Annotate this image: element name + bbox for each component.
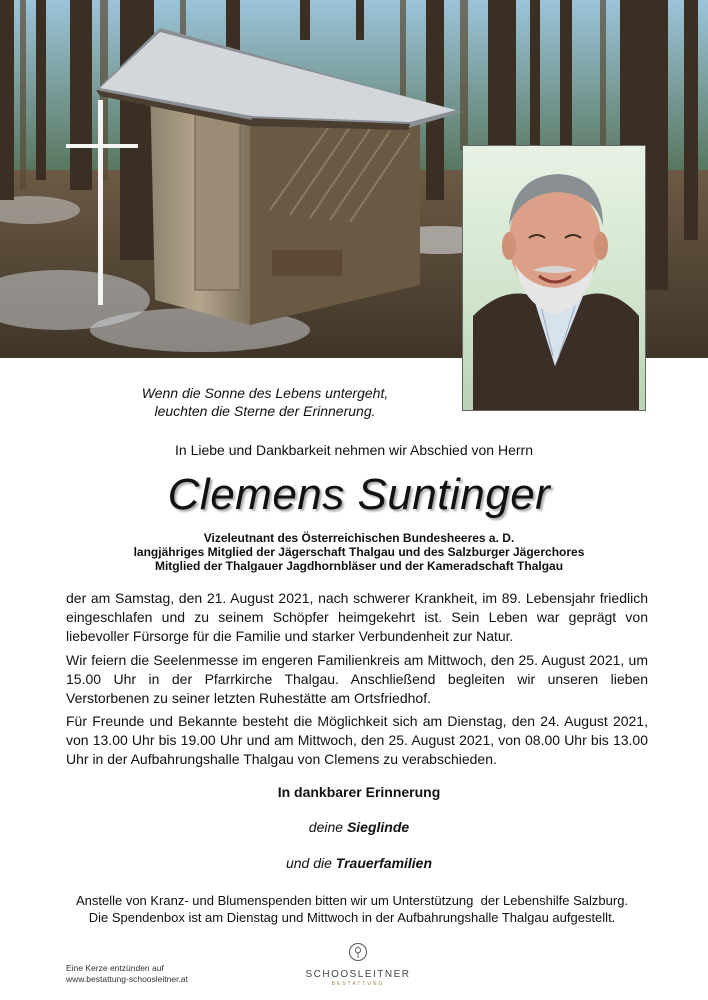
donation-notice <box>0 892 704 926</box>
rose-icon <box>348 942 368 962</box>
paragraph-funeral-mass: Wir feiern die Seelenmesse im engeren Familienkreis am Mittwoch, den 25. August 2021, um 15.00 Uhr in der Pfarrkirche Thalgau. Anschließend begleiten wir unseren lieben Verstorbenen zu seiner letzten Ruhestätte am Ortsfriedhof. <box>66 652 648 706</box>
remembrance-spouse <box>0 819 708 835</box>
cross-vertical-bar <box>98 100 103 305</box>
quote-line-1: Wenn die Sonne des Lebens untergeht, <box>141 385 389 401</box>
funeral-home-logo <box>300 942 416 987</box>
remembrance-prefix: deine <box>308 819 347 835</box>
title-line: Vizeleutnant des Österreichischen Bundesheeres a. D. <box>203 531 515 545</box>
paragraph-viewing: Für Freunde und Bekannte besteht die Möglichkeit sich am Dienstag, den 24. August 2021, von 13.00 Uhr bis 19.00 Uhr und am Mittwoch, den 25. August 2021, von 08.00 Uhr bis 13.00 Uhr in der Aufbahrungshalle Thalgau von Clemens zu verabschieden. <box>66 713 648 767</box>
portrait-photo <box>462 145 646 411</box>
donation-line-2: Die Spendenbox ist am Dienstag und Mittwoch in der Aufbahrungshalle Thalgau aufgestellt. <box>88 910 616 925</box>
remembrance-heading: In dankbarer Erinnerung <box>277 784 441 800</box>
portrait-illustration <box>463 146 646 411</box>
deceased-name: Clemens Suntinger <box>167 470 551 519</box>
candle-text: Eine Kerze entzünden auf <box>66 963 164 973</box>
logo-subtitle: BESTATTUNG <box>331 981 385 987</box>
memorial-quote <box>100 384 430 420</box>
title-line: Mitglied der Thalgauer Jagdhornbläser und der Kameradschaft Thalgau <box>154 559 564 573</box>
honorary-titles <box>0 531 708 573</box>
candle-link-block <box>66 963 188 985</box>
cross-horizontal-bar <box>66 144 138 148</box>
spouse-name: Sieglinde <box>346 819 410 835</box>
paragraph-death-notice: der am Samstag, den 21. August 2021, nach schwerer Krankheit, im 89. Lebensjahr friedlich eingeschlafen und zu seinem Schöpfer heimgekehrt ist. Sein Leben war geprägt von liebevoller Fürsorge für die Familie und starker Verbundenheit zur Natur. <box>66 590 648 644</box>
donation-line-1: Anstelle von Kranz- und Blumenspenden bitten wir um Unterstützung der Lebenshilfe Salzburg. <box>75 893 629 908</box>
title-line: langjähriges Mitglied der Jägerschaft Thalgau und des Salzburger Jägerchores <box>133 545 585 559</box>
candle-url-link[interactable]: www.bestattung-schoosleitner.at <box>66 974 188 984</box>
logo-name: SCHOOSLEITNER <box>305 969 411 980</box>
farewell-intro: In Liebe und Dankbarkeit nehmen wir Abschied von Herrn <box>175 442 533 458</box>
remembrance-families <box>0 855 708 871</box>
quote-line-2: leuchten die Sterne der Erinnerung. <box>154 403 376 419</box>
families-name: Trauerfamilien <box>335 855 433 871</box>
remembrance-prefix: und die <box>285 855 336 871</box>
